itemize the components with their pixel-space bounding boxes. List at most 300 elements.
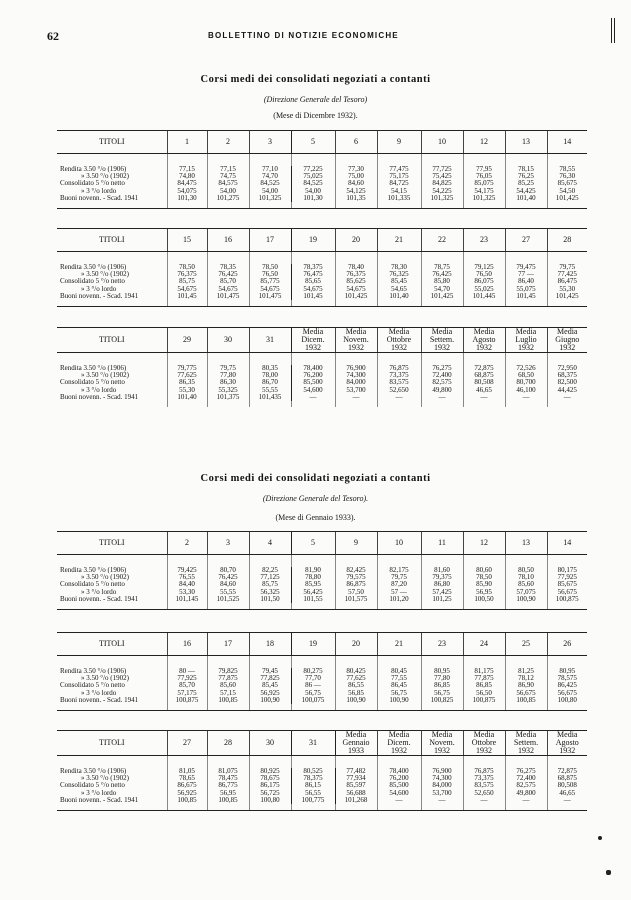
price-cell: 79,825 [207,668,249,675]
price-cell: 79,75 [377,574,421,581]
column-header: 19 [291,633,335,656]
column-header: 9 [377,131,421,154]
price-cell: 54,65 [377,286,421,293]
price-cell: 80,95 [547,668,587,675]
price-cell: 77,15 [207,166,249,173]
row-label: » 3 °/o lordo [81,588,117,596]
row-label: » 3.50 °/o (1902) [81,173,129,181]
column-header: 19 [291,229,335,252]
price-cell: 57 — [377,589,421,596]
column-header: 30 [207,328,249,353]
price-cell: 56,675 [505,690,547,697]
price-cell: 46,65 [463,387,505,394]
price-cell: 101,475 [207,293,249,300]
price-cell: 82,500 [547,379,587,386]
price-cell: 101,30 [167,195,207,202]
column-header: 13 [505,131,547,154]
price-cell: 101,45 [505,293,547,300]
price-cell: 80,175 [547,567,587,574]
column-header: Media Agosto 1932 [547,731,587,756]
price-cell: 86,175 [249,782,291,789]
price-cell: 84,60 [207,581,249,588]
price-cell: 54,70 [421,286,463,293]
table-row [57,379,587,386]
price-cell: 86,55 [335,682,377,689]
table-row [57,690,587,697]
price-cell: 54,600 [291,387,335,394]
price-cell: 100,85 [207,797,249,804]
column-header: Media Giugno 1932 [547,328,587,353]
price-cell: 77,875 [207,675,249,682]
row-label: Buoni novenn. - Scad. 1941 [60,595,139,603]
price-cell: 54,675 [167,286,207,293]
price-cell: 100,85 [167,797,207,804]
price-cell: 44,425 [547,387,587,394]
price-cell: 56,95 [207,790,249,797]
column-header: Media Novem. 1932 [421,731,463,756]
price-cell: 77,225 [291,166,335,173]
row-label: » 3.50 °/o (1902) [81,775,129,783]
price-cell: 54,600 [377,790,421,797]
price-cell: 81,90 [291,567,335,574]
margin-rule [614,18,615,43]
price-cell: 86,85 [463,682,505,689]
price-cell: 56,85 [335,690,377,697]
price-cell: 56,75 [291,690,335,697]
column-header: 14 [547,131,587,154]
price-cell: 54,675 [291,286,335,293]
journal-title: BOLLETTINO DI NOTIZIE ECONOMICHE [208,31,399,40]
row-label: » 3 °/o lordo [81,689,117,697]
price-cell: 56,425 [291,589,335,596]
price-cell: 56,75 [421,690,463,697]
price-cell: 101,25 [421,596,463,603]
price-cell: 49,800 [421,387,463,394]
price-cell: 52,650 [377,387,421,394]
column-header: 30 [249,731,291,756]
column-header: Media Ottobre 1932 [463,731,505,756]
table-row [57,697,587,704]
column-header: 3 [207,532,249,555]
price-cell: 56,925 [249,690,291,697]
table-row [57,797,587,804]
price-cell: 100,50 [463,596,505,603]
price-cell: 78,15 [505,166,547,173]
price-cell: 85,65 [291,278,335,285]
price-cell: 76,375 [335,271,377,278]
row-label: Rendita 3.50 °/o (1906) [60,668,127,675]
column-header: Media Gennaio 1933 [335,731,377,756]
price-cell: — [335,394,377,401]
price-cell: 78,575 [547,675,587,682]
price-cell: 74,300 [421,775,463,782]
price-table [57,730,587,811]
margin-mark [606,870,611,875]
price-cell: 78,475 [207,775,249,782]
price-cell: 100,875 [547,596,587,603]
price-cell: 101,325 [463,195,505,202]
price-cell: 84,475 [167,180,207,187]
price-cell: 80,925 [249,768,291,775]
table-row [57,286,587,293]
table-row [57,387,587,394]
price-cell: — [291,394,335,401]
column-header-titoli: TITOLI [57,532,167,555]
price-cell: 56,675 [547,589,587,596]
price-cell: 72,950 [547,365,587,372]
price-cell: 75,175 [377,173,421,180]
column-header: 24 [463,633,505,656]
price-cell: — [547,394,587,401]
row-label: Rendita 3.50 °/o (1906) [60,166,127,173]
price-cell: 101,50 [249,596,291,603]
price-cell: 85,95 [291,581,335,588]
table-row [57,365,587,372]
price-cell: — [547,797,587,804]
price-table [57,327,587,407]
price-cell: 101,575 [335,596,377,603]
price-cell: 85,45 [377,278,421,285]
price-cell: 85,60 [505,581,547,588]
row-label: Rendita 3.50 °/o (1906) [60,365,127,372]
column-header: 27 [505,229,547,252]
column-header: Media Dicem. 1932 [377,731,421,756]
price-cell: 56,688 [335,790,377,797]
price-cell: 101,435 [249,394,291,401]
price-cell: 46,65 [547,790,587,797]
price-cell: 77,725 [421,166,463,173]
column-header: 17 [249,229,291,252]
price-cell: 74,300 [335,372,377,379]
table-row [57,782,587,789]
price-cell: 55,55 [207,589,249,596]
column-header: Media Settem. 1932 [421,328,463,353]
price-cell: 101,475 [249,293,291,300]
price-cell: 101,325 [249,195,291,202]
price-cell: 101,45 [291,293,335,300]
column-header: 20 [335,229,377,252]
price-table-grid [57,731,587,810]
price-cell: — [421,797,463,804]
price-cell: 74,80 [167,173,207,180]
price-cell: 78,50 [249,264,291,271]
price-cell: 101,325 [421,195,463,202]
price-cell: 101,145 [167,596,207,603]
price-cell: 76,25 [505,173,547,180]
price-cell: 56,325 [249,589,291,596]
price-cell: 80,425 [335,668,377,675]
price-cell: 72,875 [547,768,587,775]
price-cell: 76,900 [421,768,463,775]
row-label: » 3 °/o lordo [81,386,117,394]
price-cell: — [377,797,421,804]
price-cell: 101,45 [167,293,207,300]
column-header: 9 [335,532,377,555]
price-table-grid [57,229,587,306]
price-cell: 76,900 [335,365,377,372]
price-cell: 101,445 [463,293,505,300]
margin-mark [598,836,602,840]
price-cell: 57,50 [335,589,377,596]
price-cell: 82,425 [335,567,377,574]
price-cell: 68,375 [547,372,587,379]
price-cell: 72,526 [505,365,547,372]
price-cell: 54,225 [421,188,463,195]
price-cell: 85,500 [291,379,335,386]
price-cell: 85,675 [547,581,587,588]
price-cell: 84,575 [207,180,249,187]
price-cell: 85,90 [463,581,505,588]
column-header: 22 [421,229,463,252]
price-cell: 85,45 [249,682,291,689]
column-header: 18 [249,633,291,656]
price-cell: 100,825 [421,697,463,704]
price-cell: 86,475 [547,278,587,285]
column-header-titoli: TITOLI [57,131,167,154]
price-cell: 100,85 [505,697,547,704]
price-cell: 101,55 [291,596,335,603]
price-cell: 86,675 [167,782,207,789]
price-cell: 81,60 [421,567,463,574]
row-label: Consolidato 5 °/o netto [60,682,125,690]
price-cell: 78,400 [377,768,421,775]
table-row [57,596,587,603]
column-header: 15 [167,229,207,252]
column-header: 6 [335,131,377,154]
price-cell: 56,95 [463,589,505,596]
price-cell: 101,375 [207,394,249,401]
column-header: 31 [249,328,291,353]
price-cell: 100,80 [547,697,587,704]
price-cell: 78,80 [291,574,335,581]
price-cell: 100,775 [291,797,335,804]
table-row [57,567,587,574]
price-cell: 101,268 [335,797,377,804]
price-cell: 78,675 [249,775,291,782]
price-cell: 84,525 [249,180,291,187]
row-label: » 3.50 °/o (1902) [81,675,129,683]
price-cell: 76,275 [421,365,463,372]
column-header: 17 [207,633,249,656]
price-cell: 78,50 [167,264,207,271]
price-cell: 84,000 [335,379,377,386]
price-cell: 77,625 [167,372,207,379]
row-label: » 3.50 °/o (1902) [81,271,129,279]
price-cell: 68,50 [505,372,547,379]
price-cell: 86,90 [505,682,547,689]
price-cell: 85,60 [207,682,249,689]
price-cell: 86,40 [505,278,547,285]
price-cell: 85,75 [249,581,291,588]
table-row [57,180,587,187]
price-cell: 79,425 [167,567,207,574]
column-header: 3 [249,131,291,154]
price-cell: 101,525 [207,596,249,603]
price-cell: 77,425 [547,271,587,278]
price-cell: 101,30 [291,195,335,202]
price-cell: 100,90 [505,596,547,603]
column-header: 21 [377,633,421,656]
price-cell: 76,55 [167,574,207,581]
row-label: Rendita 3.50 °/o (1906) [60,264,127,271]
row-label: Buoni novenn. - Scad. 1941 [60,194,139,202]
price-cell: 76,875 [463,768,505,775]
price-cell: 101,425 [421,293,463,300]
price-cell: 55,30 [547,286,587,293]
price-cell: 74,70 [249,173,291,180]
price-cell: 83,575 [377,379,421,386]
price-cell: 78,12 [505,675,547,682]
price-cell: 86 — [291,682,335,689]
price-cell: 79,775 [167,365,207,372]
price-cell: 56,725 [249,790,291,797]
price-cell: 101,35 [335,195,377,202]
price-cell: 54,125 [335,188,377,195]
column-header: 12 [463,131,505,154]
price-cell: 76,425 [207,574,249,581]
price-cell: 76,50 [463,271,505,278]
table-row [57,675,587,682]
price-cell: 72,400 [421,372,463,379]
price-cell: 80,60 [463,567,505,574]
column-header-titoli: TITOLI [57,633,167,656]
price-cell: 54,175 [463,188,505,195]
price-cell: 52,650 [463,790,505,797]
price-cell: 86,425 [547,682,587,689]
row-label: » 3 °/o lordo [81,187,117,195]
price-table-grid [57,532,587,609]
table-row [57,166,587,173]
column-header: 20 [335,633,377,656]
price-cell: 84,725 [377,180,421,187]
price-cell: — [505,797,547,804]
price-cell: — [421,394,463,401]
price-cell: 86,875 [335,581,377,588]
price-cell: 77 — [505,271,547,278]
price-cell: 68,875 [463,372,505,379]
price-table-grid [57,131,587,208]
row-label: » 3 °/o lordo [81,789,117,797]
price-cell: 79,75 [547,264,587,271]
price-cell: 68,875 [547,775,587,782]
table-row [57,372,587,379]
price-cell: 73,375 [377,372,421,379]
price-cell: 81,175 [463,668,505,675]
table-row [57,188,587,195]
price-cell: 79,475 [505,264,547,271]
column-header: 5 [291,532,335,555]
price-cell: 57,075 [505,589,547,596]
price-cell: 54,00 [207,188,249,195]
column-header: 23 [463,229,505,252]
price-cell: 84,000 [421,782,463,789]
column-header: 25 [505,633,547,656]
price-cell: 74,75 [207,173,249,180]
table-row [57,775,587,782]
column-header: Media Luglio 1932 [505,328,547,353]
price-table [57,632,587,711]
row-label: Rendita 3.50 °/o (1906) [60,768,127,775]
price-cell: 78,40 [335,264,377,271]
price-cell: 82,575 [505,782,547,789]
price-cell: 82,175 [377,567,421,574]
price-cell: 55,025 [463,286,505,293]
price-cell: 77,482 [335,768,377,775]
price-cell: — [463,797,505,804]
price-cell: 80,508 [463,379,505,386]
price-cell: 55,325 [207,387,249,394]
price-cell: 85,75 [167,278,207,285]
price-cell: 49,800 [505,790,547,797]
column-header: 13 [505,532,547,555]
price-cell: 76,425 [421,271,463,278]
price-cell: 79,375 [421,574,463,581]
table-row [57,195,587,202]
price-cell: 77,95 [463,166,505,173]
price-cell: 83,575 [463,782,505,789]
price-cell: 57,425 [421,589,463,596]
price-cell: 80,50 [505,567,547,574]
price-cell: 54,675 [335,286,377,293]
column-header: 23 [421,633,463,656]
column-header: 14 [547,532,587,555]
price-cell: 101,40 [167,394,207,401]
price-cell: 79,45 [249,668,291,675]
price-cell: 80,508 [547,782,587,789]
section-subtitle: (Direzione Generale del Tesoro). [262,494,369,503]
row-label: Consolidato 5 °/o netto [60,782,125,790]
price-cell: 79,125 [463,264,505,271]
price-cell: 54,075 [167,188,207,195]
price-cell: 78,35 [207,264,249,271]
price-cell: 77,80 [207,372,249,379]
price-cell: 77,125 [249,574,291,581]
row-label: Consolidato 5 °/o netto [60,180,125,188]
price-cell: 100,875 [167,697,207,704]
price-cell: 86,85 [421,682,463,689]
table-row [57,790,587,797]
column-header: Media Novem. 1932 [335,328,377,353]
price-cell: 86,30 [207,379,249,386]
price-cell: 80,700 [505,379,547,386]
price-cell: 86,45 [377,682,421,689]
price-cell: 78,50 [463,574,505,581]
price-cell: 86,15 [291,782,335,789]
price-cell: 86,80 [421,581,463,588]
price-cell: 81,075 [207,768,249,775]
table-row [57,278,587,285]
section-subtitle: (Direzione Generale del Tesoro) [263,95,368,104]
price-cell: 80,275 [291,668,335,675]
price-cell: 76,875 [377,365,421,372]
price-cell: 54,425 [505,188,547,195]
price-cell: 78,00 [249,372,291,379]
price-cell: 100,075 [291,697,335,704]
price-cell: 75,425 [421,173,463,180]
price-cell: 72,400 [505,775,547,782]
price-cell: 54,675 [207,286,249,293]
price-cell: 56,675 [547,690,587,697]
price-cell: 75,025 [291,173,335,180]
price-cell: 78,10 [505,574,547,581]
price-cell: 100,90 [335,697,377,704]
column-header-titoli: TITOLI [57,328,167,353]
price-cell: 53,30 [167,589,207,596]
row-label: Buoni novenn. - Scad. 1941 [60,796,139,804]
price-cell: 86,70 [249,379,291,386]
margin-rule [611,18,612,43]
price-table [57,130,587,209]
